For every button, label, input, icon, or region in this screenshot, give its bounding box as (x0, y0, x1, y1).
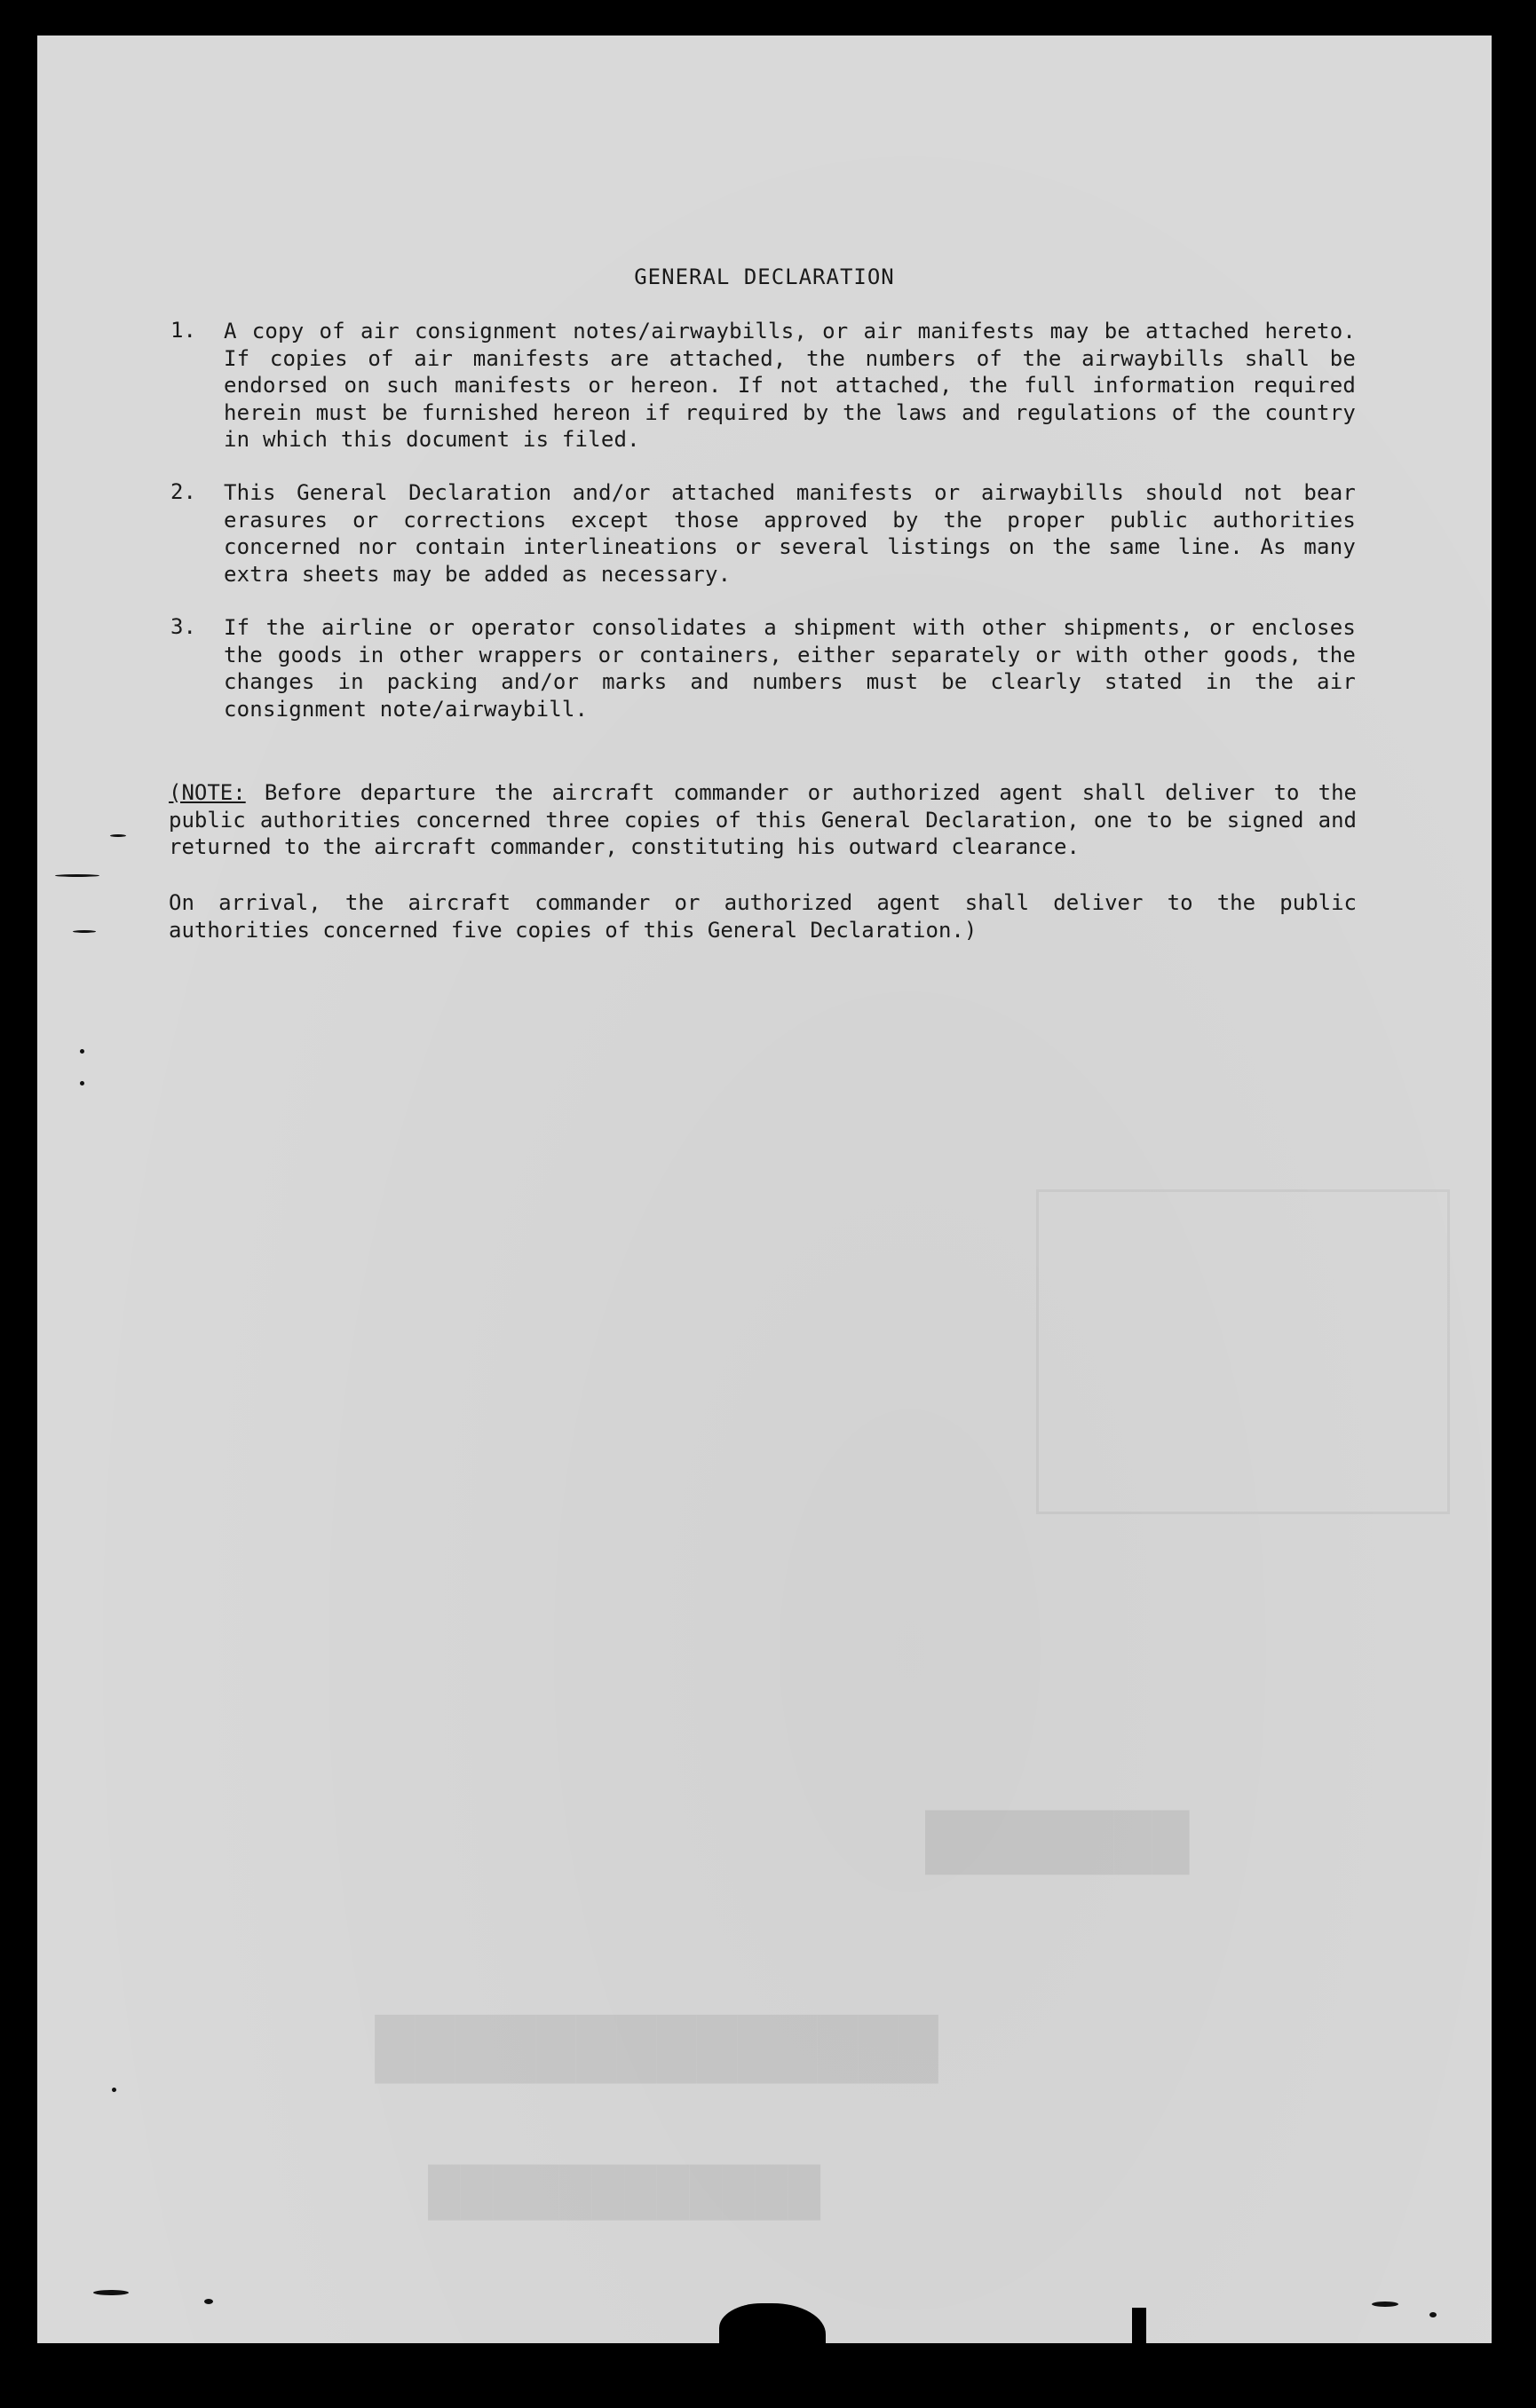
bleed-through-mark: ████████████ (428, 2167, 821, 2217)
margin-mark (80, 1049, 84, 1054)
item-number: 2. (170, 479, 196, 504)
bleed-through-mark: ██████████████ (375, 2016, 938, 2079)
declaration-item-2 (170, 479, 1396, 588)
margin-mark (110, 834, 126, 837)
item-number: 3. (170, 614, 196, 639)
declaration-item-1 (170, 318, 1396, 454)
margin-mark (73, 930, 96, 933)
declaration-item-3 (170, 614, 1396, 722)
item-text: If the airline or operator consolidates a shipment with other shipments, or encloses the goods in other wrappers or containers, either separately or with other goods, the changes in packing and/or marks and numbers must be clearly stated in the air consignment note/airwaybill. (224, 615, 1356, 722)
bottom-mark (204, 2299, 213, 2304)
bottom-mark (1429, 2312, 1437, 2317)
margin-mark (80, 1081, 84, 1086)
bottom-edge-damage (719, 2303, 826, 2365)
bleed-through-box (1036, 1189, 1450, 1514)
bleed-through-mark: ███████ (925, 1812, 1190, 1870)
margin-mark (55, 874, 99, 877)
bottom-mark (93, 2290, 129, 2295)
note-text: Before departure the aircraft commander or authorized agent shall deliver to the public authorities concerned three copies of this General Declaration, one to be signed and returned to the aircraft commander, constituting his outward clearance. (169, 780, 1358, 859)
document-title: GENERAL DECLARATION (634, 264, 895, 289)
item-text: A copy of air consignment notes/airwaybills, or air manifests may be attached hereto. If copies of air manifests are attached, the numbers of the airwaybills shall be endorsed on such manifests or hereon. If not attached, the full information required herein must be furnished hereon if required by the laws and regulations of the country in which this document is filed. (224, 319, 1356, 452)
bottom-mark (1372, 2301, 1398, 2307)
note-arrival (169, 889, 1357, 943)
item-number: 1. (170, 318, 196, 343)
note-arrival-text: On arrival, the aircraft commander or authorized agent shall deliver to the public authorities concerned five copies of this General Declaration.) (169, 890, 1357, 943)
item-text: This General Declaration and/or attached manifests or airwaybills should not bear erasures or corrections except those approved by the proper public authorities concerned nor contain interlineations or several listings on the same line. As many extra sheets may be added as necessary. (224, 480, 1356, 587)
document-page (37, 36, 1492, 2343)
margin-mark (112, 2088, 116, 2092)
note-heading: (NOTE: (169, 780, 246, 805)
bottom-edge-damage (1132, 2308, 1146, 2361)
note-departure (169, 779, 1357, 861)
